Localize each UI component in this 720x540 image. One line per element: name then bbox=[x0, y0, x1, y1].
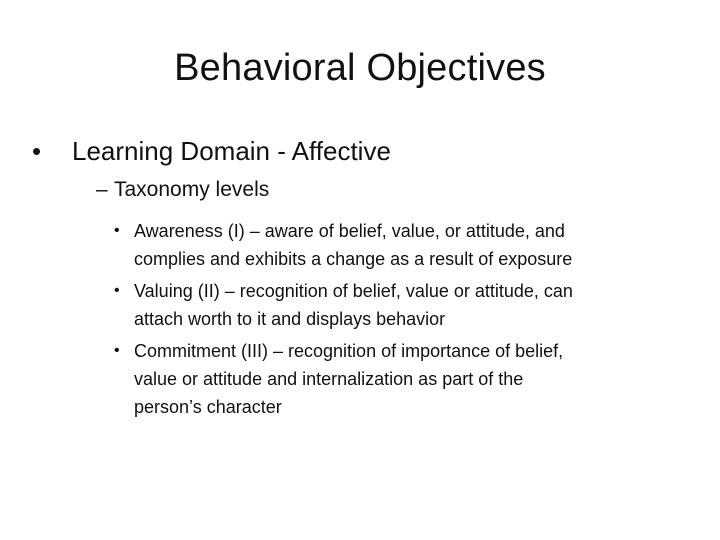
list-item-line: Commitment (III) – recognition of importance of belief, bbox=[134, 341, 564, 361]
dash-marker: – bbox=[96, 178, 108, 201]
taxonomy-levels-list bbox=[114, 217, 694, 425]
list-item-awareness bbox=[114, 217, 694, 273]
list-item-line: complies and exhibits a change as a result of exposure bbox=[134, 249, 573, 269]
bullet-marker: • bbox=[114, 342, 120, 359]
bullet-text: Learning Domain - Affective bbox=[72, 136, 391, 166]
bullet-marker: • bbox=[114, 282, 120, 299]
slide-title: Behavioral Objectives bbox=[174, 47, 546, 89]
bullet-marker: • bbox=[32, 136, 42, 166]
list-item-line: attach worth to it and displays behavior bbox=[134, 309, 446, 329]
list-item-line: Valuing (II) – recognition of belief, value or attitude, can bbox=[134, 281, 573, 301]
list-item-valuing bbox=[114, 277, 694, 333]
bullet-marker: • bbox=[114, 222, 120, 239]
list-item-line: value or attitude and internalization as part of the bbox=[134, 369, 524, 389]
list-item-commitment bbox=[114, 337, 694, 421]
list-item-line: person’s character bbox=[134, 397, 282, 417]
sub-bullet-text: Taxonomy levels bbox=[114, 178, 270, 201]
list-item-line: Awareness (I) – aware of belief, value, or attitude, and bbox=[134, 221, 565, 241]
